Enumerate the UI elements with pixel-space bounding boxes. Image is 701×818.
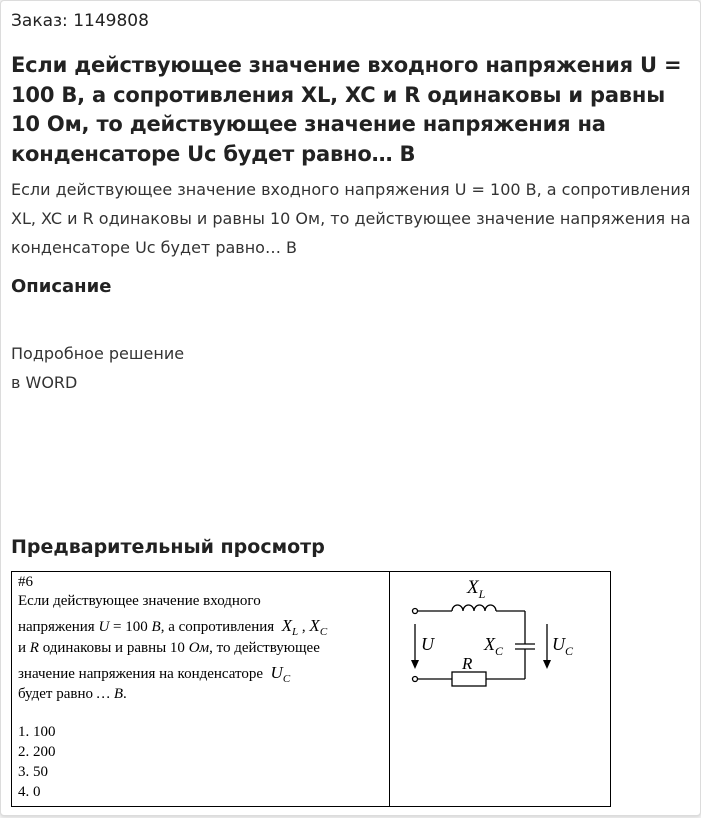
answer-option-2: 2. 200 <box>18 744 56 760</box>
resistor-box <box>452 672 486 686</box>
preview-number: #6 <box>18 574 33 590</box>
preview-question <box>12 572 390 806</box>
terminal-bottom <box>413 677 418 682</box>
question-text: Если действующее значение входного напряжения U = 100 В, а сопротивления XL, XC и R одинаковы и равны 10 Ом, то действующее значение напряжения на конденсаторе Uc будет равно… В <box>11 180 691 257</box>
preview-line-1: Если действующее значение входного <box>18 593 261 609</box>
description-line-1: Подробное решение <box>11 344 185 363</box>
description-heading: Описание <box>11 276 112 297</box>
preview-line-2: напряжения U = 100 В, а сопротивления $X_L$ , $X_C$ <box>18 616 328 638</box>
preview-line-3: и R одинаковы и равны 10 Ом, то действующее <box>18 640 320 656</box>
circuit-svg <box>390 572 610 806</box>
terminal-top <box>413 609 418 614</box>
order-label: Заказ: <box>11 11 68 31</box>
order-number <box>11 11 149 31</box>
description-body <box>11 339 184 397</box>
preview-line-5: будет равно … В. <box>18 686 127 702</box>
label-xl: $X_L$ <box>467 577 486 601</box>
label-uc: $U_C$ <box>552 634 574 658</box>
answer-option-1: 1. 100 <box>18 724 56 740</box>
order-value: 1149808 <box>73 11 149 31</box>
label-xc: $X_C$ <box>484 634 504 658</box>
label-r: R <box>462 654 473 673</box>
description-line-2: в WORD <box>11 373 78 392</box>
label-u: U <box>421 634 434 654</box>
circuit-diagram <box>390 572 610 806</box>
page-title: Если действующее значение входного напряжения U = 100 В, а сопротивления XL, XC и R одинаковы и равны 10 Ом, то действующее значение напряжения на конденсаторе Uc будет равно… В <box>11 53 682 166</box>
preview-image <box>11 571 611 807</box>
u-arrow-head <box>411 660 419 669</box>
preview-heading: Предварительный просмотр <box>11 536 325 558</box>
uc-arrow-head <box>543 660 551 669</box>
answer-option-4: 4. 0 <box>18 784 41 800</box>
answer-option-3: 3. 50 <box>18 764 48 780</box>
preview-line-4: значение напряжения на конденсаторе $U_C$ <box>18 663 291 685</box>
inductor-coil <box>452 605 496 611</box>
